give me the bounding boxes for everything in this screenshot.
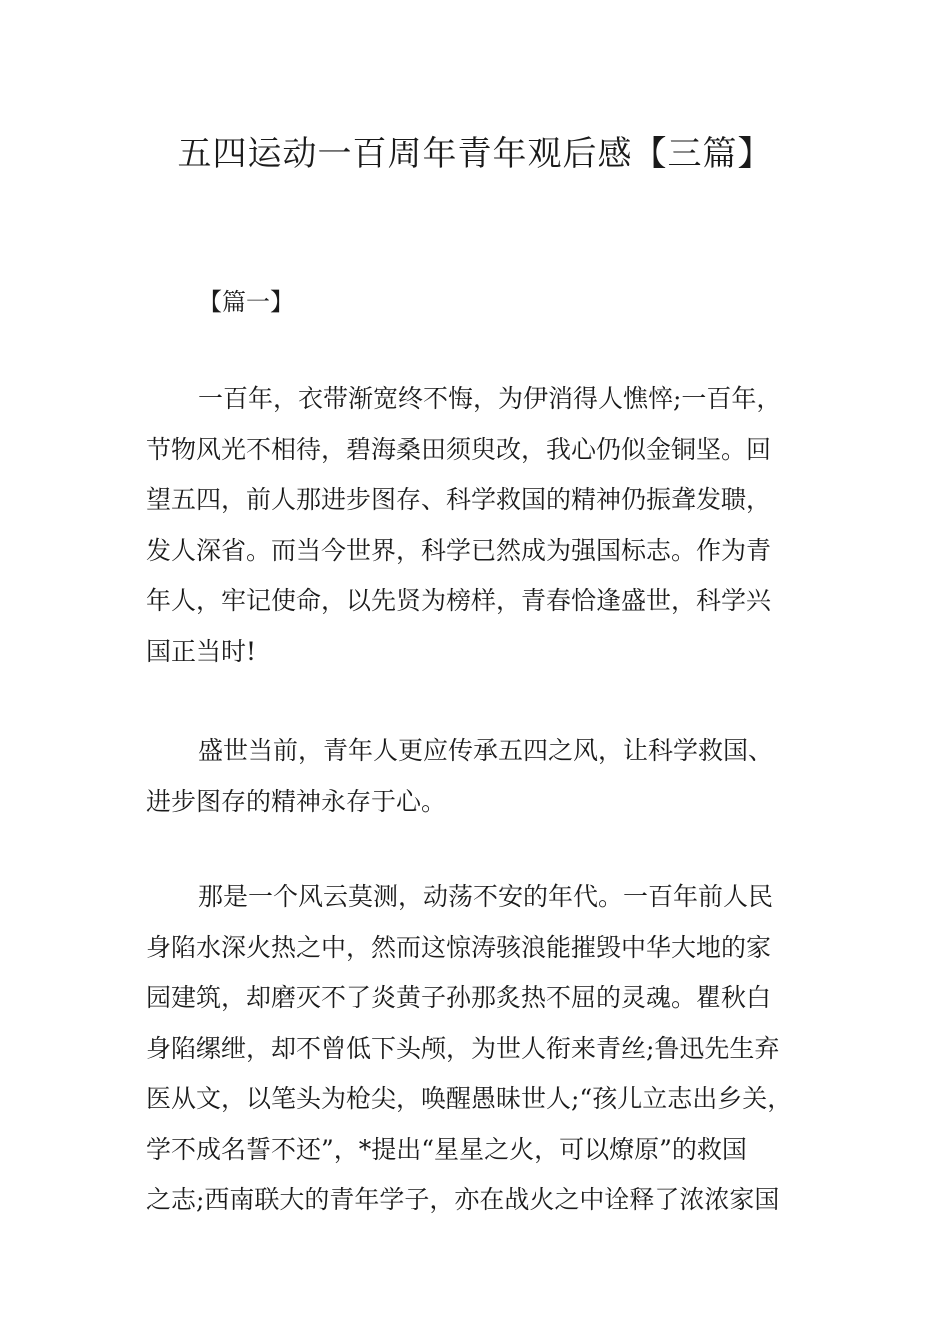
text-line: 盛世当前，青年人更应传承五四之风，让科学救国、 [198,736,774,765]
section-label: 【篇一】 [198,288,294,316]
text-line: 进步图存的精神永存于心。 [146,786,447,816]
text-line: 那是一个风云莫测，动荡不安的年代。一百年前人民 [198,882,774,911]
text-line: 园建筑，却磨灭不了炎黄子孙那炙热不屈的灵魂。瞿秋白 [146,983,772,1012]
text-line: 国正当时! [146,636,257,666]
text-line: 身陷水深火热之中，然而这惊涛骇浪能摧毁中华大地的家 [146,932,772,962]
text-line: 学不成名誓不还”，*提出“星星之火，可以燎原”的救国 [146,1134,747,1164]
text-line: 一百年，衣带渐宽终不悔，为伊消得人憔悴;一百年， [198,384,782,413]
document-title: 五四运动一百周年青年观后感【三篇】 [177,134,773,174]
text-line: 节物风光不相待，碧海桑田须臾改，我心仍似金铜坚。回 [146,434,772,464]
text-line: 医从文，以笔头为枪尖，唤醒愚昧世人;“孩儿立志出乡关， [146,1084,793,1113]
paragraph-1 [146,374,836,677]
text-line: 身陷缧绁，却不曾低下头颅，为世人衔来青丝;鲁迅先生弃 [146,1033,780,1063]
text-line: 年人，牢记使命，以先贤为榜样，青春恰逢盛世，科学兴 [146,586,772,615]
text-line: 发人深省。而当今世界，科学已然成为强国标志。作为青 [146,535,772,565]
paragraph-3 [146,872,836,1226]
paragraph-2 [146,726,836,827]
text-line: 之志;西南联大的青年学子，亦在战火之中诠释了浓浓家国 [146,1185,780,1214]
text-line: 望五四，前人那进步图存、科学救国的精神仍振聋发聩， [146,485,772,514]
